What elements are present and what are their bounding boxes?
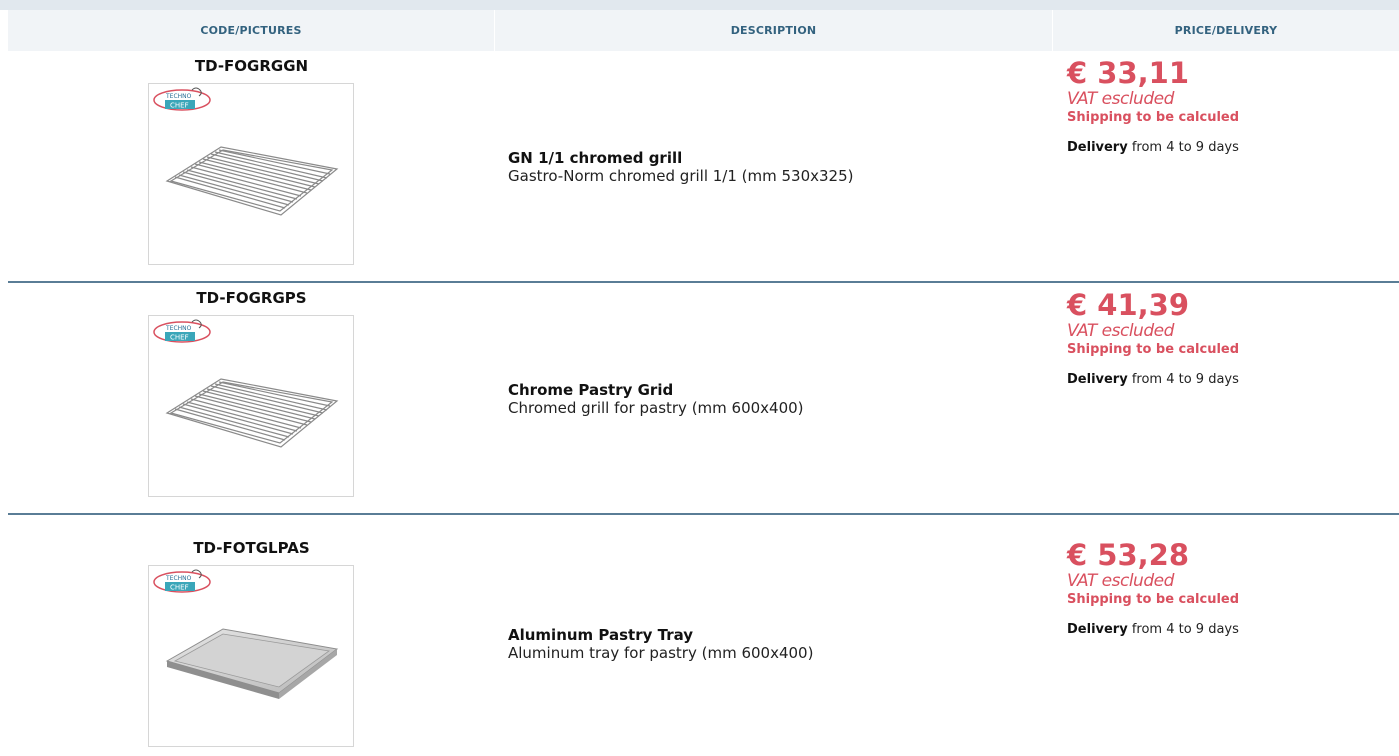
product-description: Chromed grill for pastry (mm 600x400) (508, 398, 804, 417)
header-description: DESCRIPTION (495, 10, 1053, 51)
delivery-info (1067, 140, 1397, 156)
product-code[interactable]: TD-FOGRGGN (194, 57, 309, 75)
logo-text-top: TECHNO (166, 575, 192, 582)
shipping-note: Shipping to be calculed (1067, 110, 1240, 125)
delivery-label: Delivery (1067, 372, 1128, 387)
logo-text-bottom: CHEF (170, 101, 189, 110)
product-picture[interactable] (148, 565, 354, 747)
price-delivery-cell (1067, 289, 1397, 388)
technochef-logo-icon (152, 318, 212, 344)
delivery-label: Delivery (1067, 622, 1128, 637)
row-separator (8, 513, 1399, 515)
logo-text-bottom: CHEF (170, 333, 189, 342)
table-header (8, 10, 1399, 51)
product-title[interactable]: Chrome Pastry Grid (508, 380, 674, 399)
product-picture[interactable] (148, 83, 354, 265)
vat-note: VAT escluded (1067, 571, 1174, 591)
product-title[interactable]: GN 1/1 chromed grill (508, 148, 683, 167)
logo-text-top: TECHNO (166, 93, 192, 100)
product-row (8, 51, 1399, 283)
product-description-cell (508, 51, 1048, 283)
logo-text-top: TECHNO (166, 325, 192, 332)
grill-icon (161, 371, 343, 451)
product-row (8, 283, 1399, 515)
vat-note: VAT escluded (1067, 89, 1174, 109)
tray-icon (161, 621, 343, 701)
technochef-logo-icon (152, 86, 212, 112)
header-code-pictures: CODE/PICTURES (8, 10, 495, 51)
technochef-logo-icon (152, 568, 212, 594)
price-delivery-cell (1067, 57, 1397, 156)
product-code[interactable]: TD-FOTGLPAS (193, 539, 310, 557)
product-price: € 41,39 (1067, 288, 1190, 322)
product-picture[interactable] (148, 315, 354, 497)
price-delivery-cell (1067, 539, 1397, 638)
shipping-note: Shipping to be calculed (1067, 592, 1240, 607)
delivery-text: from 4 to 9 days (1127, 622, 1239, 637)
grill-icon (161, 139, 343, 219)
header-price-delivery: PRICE/DELIVERY (1174, 24, 1278, 37)
product-description-cell (508, 533, 1048, 756)
delivery-text: from 4 to 9 days (1127, 372, 1239, 387)
delivery-info (1067, 372, 1397, 388)
product-row (8, 533, 1399, 756)
vat-note: VAT escluded (1067, 321, 1174, 341)
product-description: Gastro-Norm chromed grill 1/1 (mm 530x325) (508, 166, 854, 185)
product-description: Aluminum tray for pastry (mm 600x400) (508, 644, 814, 662)
product-code[interactable]: TD-FOGRGPS (196, 289, 307, 307)
logo-text-bottom: CHEF (170, 583, 189, 592)
product-price: € 33,11 (1067, 56, 1190, 90)
delivery-label: Delivery (1067, 140, 1128, 155)
product-price: € 53,28 (1067, 538, 1190, 572)
top-bar (0, 0, 1399, 10)
delivery-info (1067, 622, 1397, 638)
delivery-text: from 4 to 9 days (1127, 140, 1239, 155)
shipping-note: Shipping to be calculed (1067, 342, 1240, 357)
product-title[interactable]: Aluminum Pastry Tray (508, 626, 694, 644)
product-description-cell (508, 283, 1048, 515)
